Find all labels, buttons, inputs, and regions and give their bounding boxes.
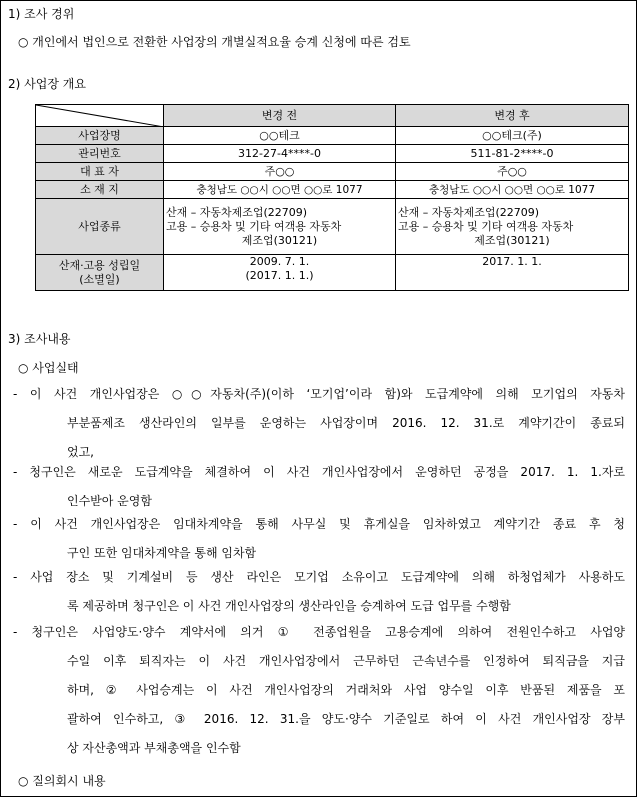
paragraph-line: 구인 또한 임대차계약을 통해 임차함 — [67, 546, 257, 560]
table-row — [36, 199, 629, 255]
cell-after: ○○테크(주) — [396, 127, 629, 145]
cell-before: 주○○ — [164, 163, 396, 181]
cell-line: 고용 – 승용차 및 기타 여객용 자동차 — [166, 219, 342, 233]
section3-heading: 3) 조사내용 — [8, 332, 71, 346]
row-label: 관리번호 — [36, 145, 164, 163]
row-label — [36, 255, 164, 291]
cell-line: 고용 – 승용차 및 기타 여객용 자동차 — [398, 219, 574, 233]
table-row — [36, 127, 629, 145]
section2-heading: 2) 사업장 개요 — [8, 77, 86, 91]
paragraph-line: - 이 사건 개인사업장은 임대차계약을 통해 사무실 및 휴게실을 임차하였고 계약기간 종료 후 청 — [13, 517, 625, 531]
cell-line: 산재 – 자동차제조업(22709) — [398, 205, 540, 219]
cell-before: 충청남도 ○○시 ○○면 ○○로 1077 — [164, 181, 396, 199]
paragraph-line: - 청구인은 사업양도·양수 계약서에 의거 ① 전종업원을 고용승계에 의하여 전원인수하고 사업양 — [13, 625, 625, 639]
row-label: 소 재 지 — [36, 181, 164, 199]
row-label: 사업장명 — [36, 127, 164, 145]
paragraph-line: - 이 사건 개인사업장은 ○○자동차(주)(이하 ‘모기업’이라 함)와 도급계약에 의해 모기업의 자동차 — [13, 387, 625, 401]
paragraph-line: - 청구인은 새로운 도급계약을 체결하여 이 사건 개인사업장에서 운영하던 공정을 2017. 1. 1.자로 — [13, 465, 625, 479]
row-label-line: (소멸일) — [79, 272, 120, 286]
overview-table — [35, 104, 629, 291]
diagonal-corner-cell — [36, 105, 164, 127]
cell-line: 2009. 7. 1. — [249, 255, 310, 268]
header-before: 변경 전 — [164, 105, 396, 127]
cell-after: 511-81-2****-0 — [396, 145, 629, 163]
cell-after: 충청남도 ○○시 ○○면 ○○로 1077 — [396, 181, 629, 199]
paragraph-line: - 사업 장소 및 기계설비 등 생산 라인은 모기업 소유이고 도급계약에 의해 하청업체가 사용하도 — [13, 570, 625, 584]
paragraph-1 — [13, 380, 625, 467]
cell-line: 제조업(30121) — [241, 233, 318, 247]
paragraph-line: 부분품제조 생산라인의 일부를 운영하는 사업장이며 2016. 12. 31.로 계약기간이 종료되 — [67, 416, 625, 430]
header-after: 변경 후 — [396, 105, 629, 127]
cell-before — [164, 255, 396, 291]
diagonal-line — [36, 105, 164, 127]
table-header-row — [36, 105, 629, 127]
cell-before: ○○테크 — [164, 127, 396, 145]
row-label-line: 산재·고용 성립일 — [58, 258, 141, 272]
cell-before: 312-27-4****-0 — [164, 145, 396, 163]
row-label: 사업종류 — [36, 199, 164, 255]
cell-after — [396, 199, 629, 255]
cell-after: 주○○ — [396, 163, 629, 181]
paragraph-4 — [13, 563, 625, 621]
cell-line: 제조업(30121) — [474, 233, 550, 247]
cell-line: 2017. 1. 1. — [482, 255, 542, 268]
table-row — [36, 181, 629, 199]
table-row — [36, 255, 629, 291]
paragraph-line: 었고, — [67, 445, 94, 459]
table-row — [36, 145, 629, 163]
cell-line: (2017. 1. 1.) — [245, 269, 314, 282]
paragraph-2 — [13, 458, 625, 516]
cell-before — [164, 199, 396, 255]
section3-subheading: ○ 사업실태 — [18, 361, 79, 375]
section3-subheading-2: ○ 질의회시 내용 — [18, 774, 106, 788]
paragraph-line: 하며, ② 사업승계는 이 사건 개인사업장의 거래처와 사업 양수일 이후 반품된 제품을 포 — [67, 683, 625, 697]
section1-item: ○ 개인에서 법인으로 전환한 사업장의 개별실적요율 승계 신청에 따른 검토 — [18, 35, 411, 49]
row-label: 대 표 자 — [36, 163, 164, 181]
table-row — [36, 163, 629, 181]
paragraph-line: 인수받아 운영함 — [67, 494, 152, 508]
paragraph-line: 록 제공하며 청구인은 이 사건 개인사업장의 생산라인을 승계하여 도급 업무를 수행함 — [67, 599, 511, 613]
paragraph-3 — [13, 510, 625, 568]
cell-line: 산재 – 자동차제조업(22709) — [166, 205, 308, 219]
paragraph-5 — [13, 618, 625, 763]
paragraph-line: 수일 이후 퇴직자는 이 사건 개인사업장에서 근무하던 근속년수를 인정하여 퇴직금을 지급 — [67, 654, 625, 668]
cell-after — [396, 255, 629, 291]
section1-heading: 1) 조사 경위 — [8, 7, 75, 21]
paragraph-line: 괄하여 인수하고, ③ 2016. 12. 31.을 양도·양수 기준일로 하여 이 사건 개인사업장 장부 — [67, 712, 625, 726]
paragraph-line: 상 자산총액과 부채총액을 인수함 — [67, 741, 241, 755]
